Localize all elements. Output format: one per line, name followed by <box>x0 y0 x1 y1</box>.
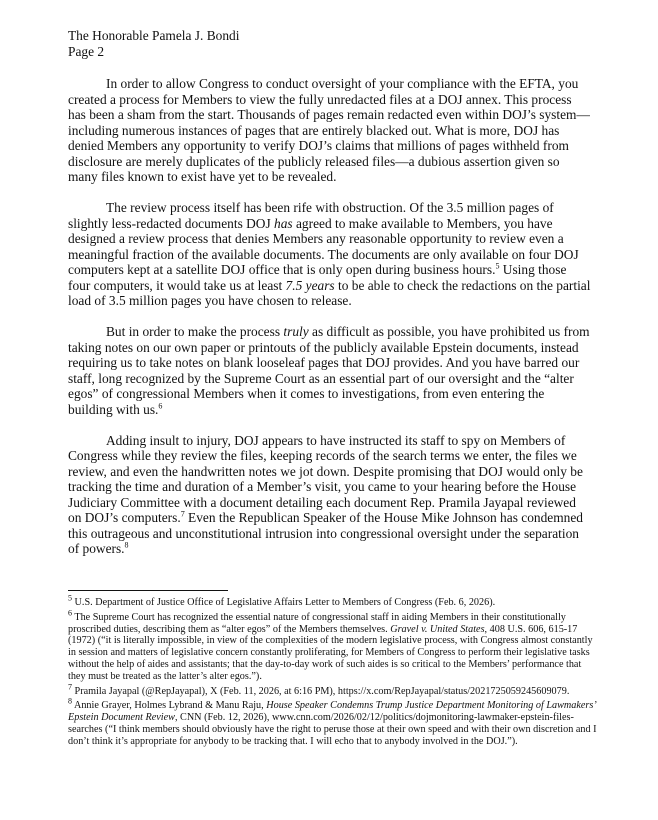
paragraph-2: The review process itself has been rife with obstruction. Of the 3.5 million pages of slightly less-redacted documents DOJ has agreed to make available to Members, you have designed a review process that denies Members any reasonable opportunity to review even a meaningful fraction of the available documents. The documents are only available on four DOJ computers kept at a satellite DOJ office that is only open during business hours.$^5$ Using those four computers, it would take us at least 7.5 years to be able to check the redactions on the partial load of 3.5 million pages you have chosen to release. <box>68 200 591 308</box>
letter-body <box>68 76 592 572</box>
footnotes <box>68 593 598 751</box>
emphasis-truly: truly <box>283 324 309 339</box>
footnote-ref-7[interactable]: 7 <box>180 509 185 519</box>
footnote-ref-6[interactable]: 6 <box>158 401 163 411</box>
paragraph-1: In order to allow Congress to conduct oversight of your compliance with the EFTA, you created a process for Members to view the fully unredacted files at a DOJ annex. This process has been a sham from the start. Thousands of pages remain redacted even within DOJ’s system—including numerous instances of pages that are entirely blacked out. What is more, DOJ has denied Members any opportunity to verify DOJ’s claims that millions of pages withheld from disclosure are merely duplicates of the publicly released files—a dubious assertion given so many files known to exist have yet to be revealed. <box>68 76 590 184</box>
footnote-7: $^7$ Pramila Jayapal (@RepJayapal), X (Feb. 11, 2026, at 6:16 PM), https://x.com/RepJayapal/status/2021725059245609079. <box>68 682 570 697</box>
footnote-ref-5[interactable]: 5 <box>495 261 500 271</box>
footnote-8: $^8$ Annie Grayer, Holmes Lybrand & Manu Raju, House Speaker Condemns Trump Justice Department Monitoring of Lawmakers’ Epstein Document Review, CNN (Feb. 12, 2026), www.cnn.com/2026/02/12/politics/dojmonitoring-lawmaker-epstein-files-searches (“I think members should obviously have the right to peruse those at their own speed and with their own discretion and I don’t think it’s appropriate for anybody to be tracking that. I will echo that to anybody involved in the DOJ.”). <box>68 696 597 747</box>
page-number: Page 2 <box>68 44 105 59</box>
footnote-6: $^6$ The Supreme Court has recognized the essential nature of congressional staff in aiding Members in their constitutionally proscribed duties, describing them as “alter egos” of the Members themselves. Gravel v. United States, 408 U.S. 606, 615-17 (1972) (“it is literally impossible, in view of the complexities of the modern legislative process, with Congress almost constantly in session and matters of legislative concern constantly proliferating, for Members of Congress to perform their legislative tasks without the help of aides and assistants; that the day-to-day work of such aides is so critical to the Members’ performance that they must be treated as the latter’s alter egos.”). <box>68 608 593 682</box>
footnote-ref-8[interactable]: 8 <box>124 540 129 550</box>
recipient-name: The Honorable Pamela J. Bondi <box>68 28 240 43</box>
footnote-5: $^5$ U.S. Department of Justice Office of Legislative Affairs Letter to Members of Congress (Feb. 6, 2026). <box>68 593 496 608</box>
article-title: House Speaker Condemns Trump Justice Department Monitoring of Lawmakers’ Epstein Document Review <box>68 700 596 724</box>
paragraph-3: But in order to make the process truly as difficult as possible, you have prohibited us from taking notes on our own paper or printouts of the publicly available Epstein documents, instead requiring us to take notes on blank looseleaf pages that DOJ provides. And you have barred our staff, long recognized by the Supreme Court as an essential part of our oversight and the “alter egos” of congressional Members when it comes to investigations, from even entering the building with us.$^6$ <box>68 324 590 417</box>
footnote-divider <box>68 590 228 591</box>
emphasis-7-5-years: 7.5 years <box>285 277 335 293</box>
emphasis-has: has <box>274 215 293 231</box>
paragraph-4: Adding insult to injury, DOJ appears to have instructed its staff to spy on Members of Congress while they review the files, keeping records of the search terms we enter, the files we review, and even the handwritten notes we jot down. Despite promising that DOJ would only be tracking the time and duration of a Member’s visit, you came to your hearing before the House Judiciary Committee with a document detailing each document Rep. Pramila Jayapal reviewed on DOJ’s computers.$^7$ Even the Republican Speaker of the House Mike Johnson has condemned this outrageous and unconstitutional intrusion into congressional oversight under the separation of powers.$^8$ <box>68 432 583 556</box>
page-header <box>68 28 239 60</box>
case-citation: Gravel v. United States <box>390 623 485 635</box>
